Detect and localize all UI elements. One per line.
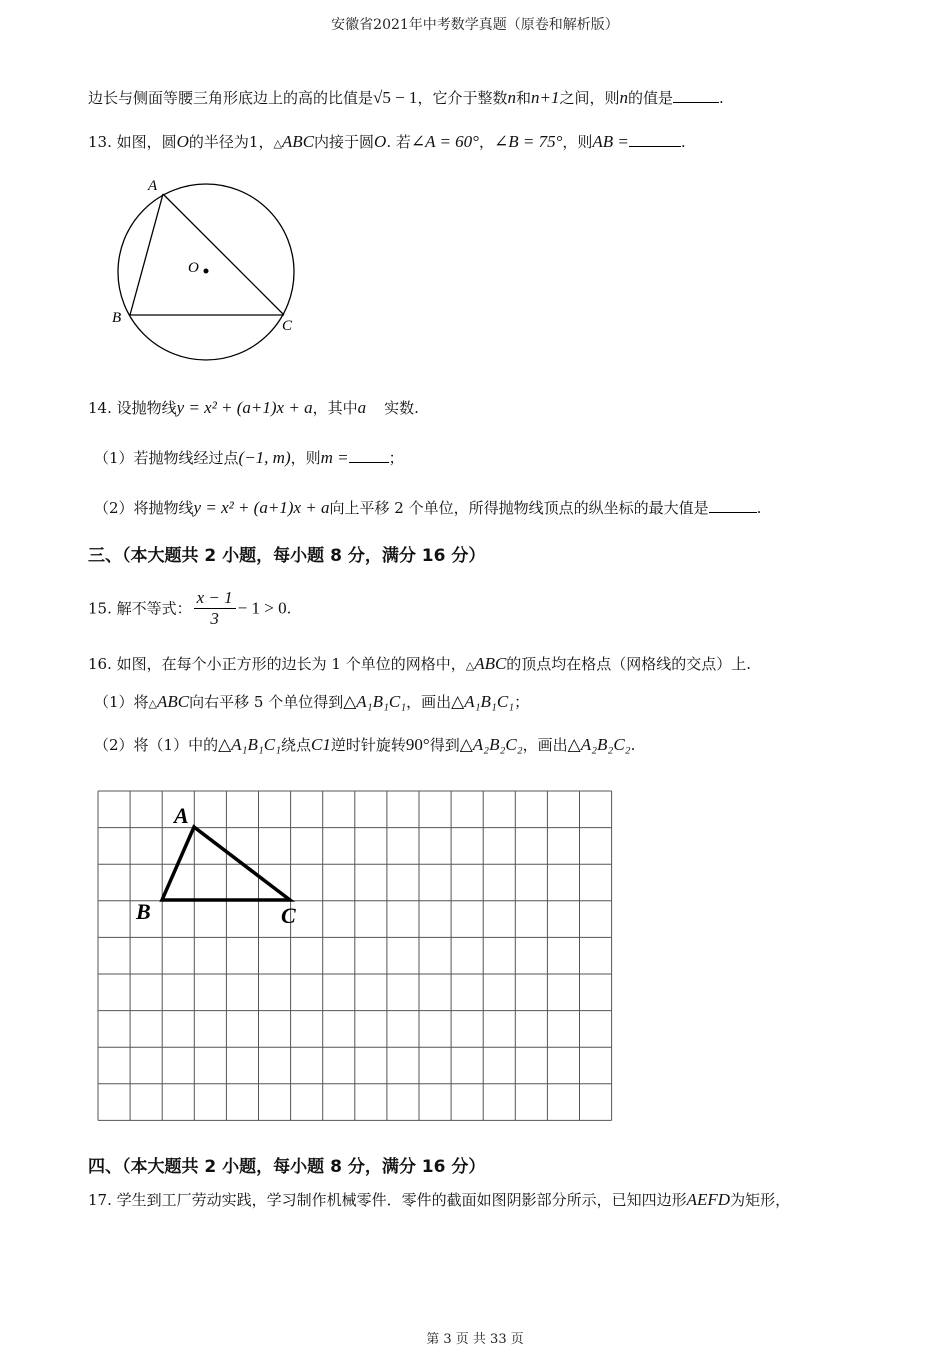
circle-triangle-figure <box>100 170 310 370</box>
q14-text-3: 实数. <box>384 399 419 417</box>
q16-p2-deg: 90° <box>405 735 430 754</box>
q13-text-3: 内接于圆 <box>314 133 375 151</box>
q17-text-2: 为矩形， <box>730 1191 791 1209</box>
q16-line <box>88 654 751 676</box>
q13-end: . <box>680 133 686 151</box>
label-b: B <box>112 310 122 326</box>
q16-p1-text-c: ，画出 <box>406 693 452 711</box>
q13-text-2: 的半径为1， <box>188 133 274 151</box>
q14-p2-text-b: 向上平移 2 个单位，所得抛物线顶点的纵坐标的最大值是 <box>329 499 709 517</box>
q16-p1-tri-symbol: △ <box>148 697 158 710</box>
grid-label-b: B <box>136 899 151 924</box>
q16-abc: ABC <box>474 654 507 673</box>
q14-p1-text-b: ，则 <box>290 449 321 467</box>
q16-p2-tri2: △A₂B₂C₂ <box>459 735 523 754</box>
q12-n1: n+1 <box>530 88 560 107</box>
q14-p2-end: . <box>756 499 762 517</box>
q12-text-1: 边长与侧面等腰三角形底边上的高的比值是 <box>88 89 374 107</box>
q14-equation: y = x² + (a+1)x + a <box>176 398 313 417</box>
q16-triangle-symbol: △ <box>465 659 475 672</box>
grid-figure <box>90 785 620 1130</box>
q17-aefd: AEFD <box>686 1190 731 1209</box>
q17-text-1: 17. 学生到工厂劳动实践，学习制作机械零件．零件的截面如图阴影部分所示，已知四边形 <box>88 1191 687 1209</box>
q16-p2-c1: C1 <box>311 735 331 754</box>
q16-p2-tri2-b: △A₂B₂C₂ <box>567 735 631 754</box>
label-o: O <box>188 260 199 276</box>
q16-p1-tri1: △A₁B₁C₁ <box>343 692 407 711</box>
q14-p2-answer-blank <box>709 498 757 513</box>
q16-p2-text-b: 绕点 <box>281 736 312 754</box>
q16-p1-abc: ABC <box>157 692 190 711</box>
q16-p1-end: ； <box>514 693 530 711</box>
page-header: 安徽省2021年中考数学真题（原卷和解析版） <box>331 17 619 33</box>
q13-answer-blank <box>629 132 681 147</box>
q14-p1-m: m = <box>320 448 349 467</box>
side-ab <box>130 194 163 315</box>
q12-text-2: ，它介于整数 <box>417 89 508 107</box>
section-3-heading: 三、（本大题共 2 小题，每小题 8 分，满分 16 分） <box>88 546 486 566</box>
q14-p2-equation: y = x² + (a+1)x + a <box>193 498 330 517</box>
section-4-heading: 四、（本大题共 2 小题，每小题 8 分，满分 16 分） <box>88 1157 486 1177</box>
q14-line <box>88 398 419 418</box>
q14-p1-text-a: （1）若抛物线经过点 <box>94 449 239 467</box>
q16-text-1: 16. 如图，在每个小正方形的边长为 1 个单位的网格中， <box>88 655 466 673</box>
q15-denominator: 3 <box>210 609 219 628</box>
q12-answer-blank <box>673 88 719 103</box>
q13-ab: AB = <box>592 132 629 151</box>
q17-line <box>88 1190 790 1210</box>
q13-text-4: . 若 <box>386 133 411 151</box>
q14-part2 <box>94 498 761 518</box>
q14-part1 <box>94 448 404 468</box>
q12-text-3: 和 <box>515 89 531 107</box>
q16-p2-end: . <box>630 736 636 754</box>
q14-p1-answer-blank <box>349 448 389 463</box>
q16-p1-text-a: （1）将 <box>94 693 149 711</box>
q15-end: . <box>286 599 292 618</box>
q12-n-2: n <box>619 88 628 107</box>
q13-line <box>88 132 686 154</box>
label-a: A <box>148 178 158 194</box>
q14-p1-point: (−1, m) <box>238 448 291 467</box>
q14-text-2: ，其中 <box>312 399 358 417</box>
triangle-symbol: △ <box>273 137 282 150</box>
q13-text-5: ，则 <box>562 133 593 151</box>
q16-part2 <box>94 735 635 755</box>
q13-abc: ABC <box>281 132 315 151</box>
q13-angle-a: ∠A = 60° <box>410 132 479 151</box>
q14-text-1: 14. 设抛物线 <box>88 399 177 417</box>
q16-p1-text-b: 向右平移 5 个单位得到 <box>189 693 344 711</box>
q16-p2-text-e: ，画出 <box>522 736 568 754</box>
q15-rest: − 1 > 0 <box>237 598 287 618</box>
q16-text-2: 的顶点均在格点（网格线的交点）上. <box>506 655 752 673</box>
q16-p2-tri1: △A₁B₁C₁ <box>218 735 282 754</box>
grid-label-c: C <box>281 903 296 928</box>
q13-sep: ， <box>478 133 494 151</box>
q12-end: . <box>718 89 724 107</box>
q15-text-1: 15. 解不等式： <box>88 599 192 618</box>
q14-p1-end: ； <box>388 449 404 467</box>
q12-text-5: 的值是 <box>627 89 673 107</box>
q12-text-4: 之间，则 <box>559 89 620 107</box>
q13-text-1: 13. 如图，圆 <box>88 133 177 151</box>
q14-a: a <box>357 398 367 417</box>
center-dot <box>204 269 209 274</box>
q15-fraction <box>194 588 236 629</box>
side-ac <box>163 194 284 315</box>
q15-line <box>88 588 291 629</box>
q12-line <box>88 88 724 108</box>
q16-p2-text-a: （2）将（1）中的 <box>94 736 219 754</box>
q16-part1 <box>94 692 529 714</box>
q16-p1-tri1-b: △A₁B₁C₁ <box>451 692 515 711</box>
q12-n: n <box>507 88 516 107</box>
label-c: C <box>282 318 293 334</box>
grid-label-a: A <box>174 803 189 828</box>
q15-numerator: x − 1 <box>194 588 236 609</box>
q16-p2-text-c: 逆时针旋转 <box>330 736 406 754</box>
q14-p2-text-a: （2）将抛物线 <box>94 499 194 517</box>
q16-p2-text-d: 得到 <box>429 736 460 754</box>
q12-sqrt-expr: √5 − 1 <box>373 88 418 107</box>
q13-o-2: O <box>374 132 387 151</box>
q13-o: O <box>176 132 189 151</box>
page-footer: 第 3 页 共 33 页 <box>426 1332 524 1347</box>
grid-lines <box>98 791 612 1120</box>
q13-angle-b: ∠B = 75° <box>493 132 563 151</box>
